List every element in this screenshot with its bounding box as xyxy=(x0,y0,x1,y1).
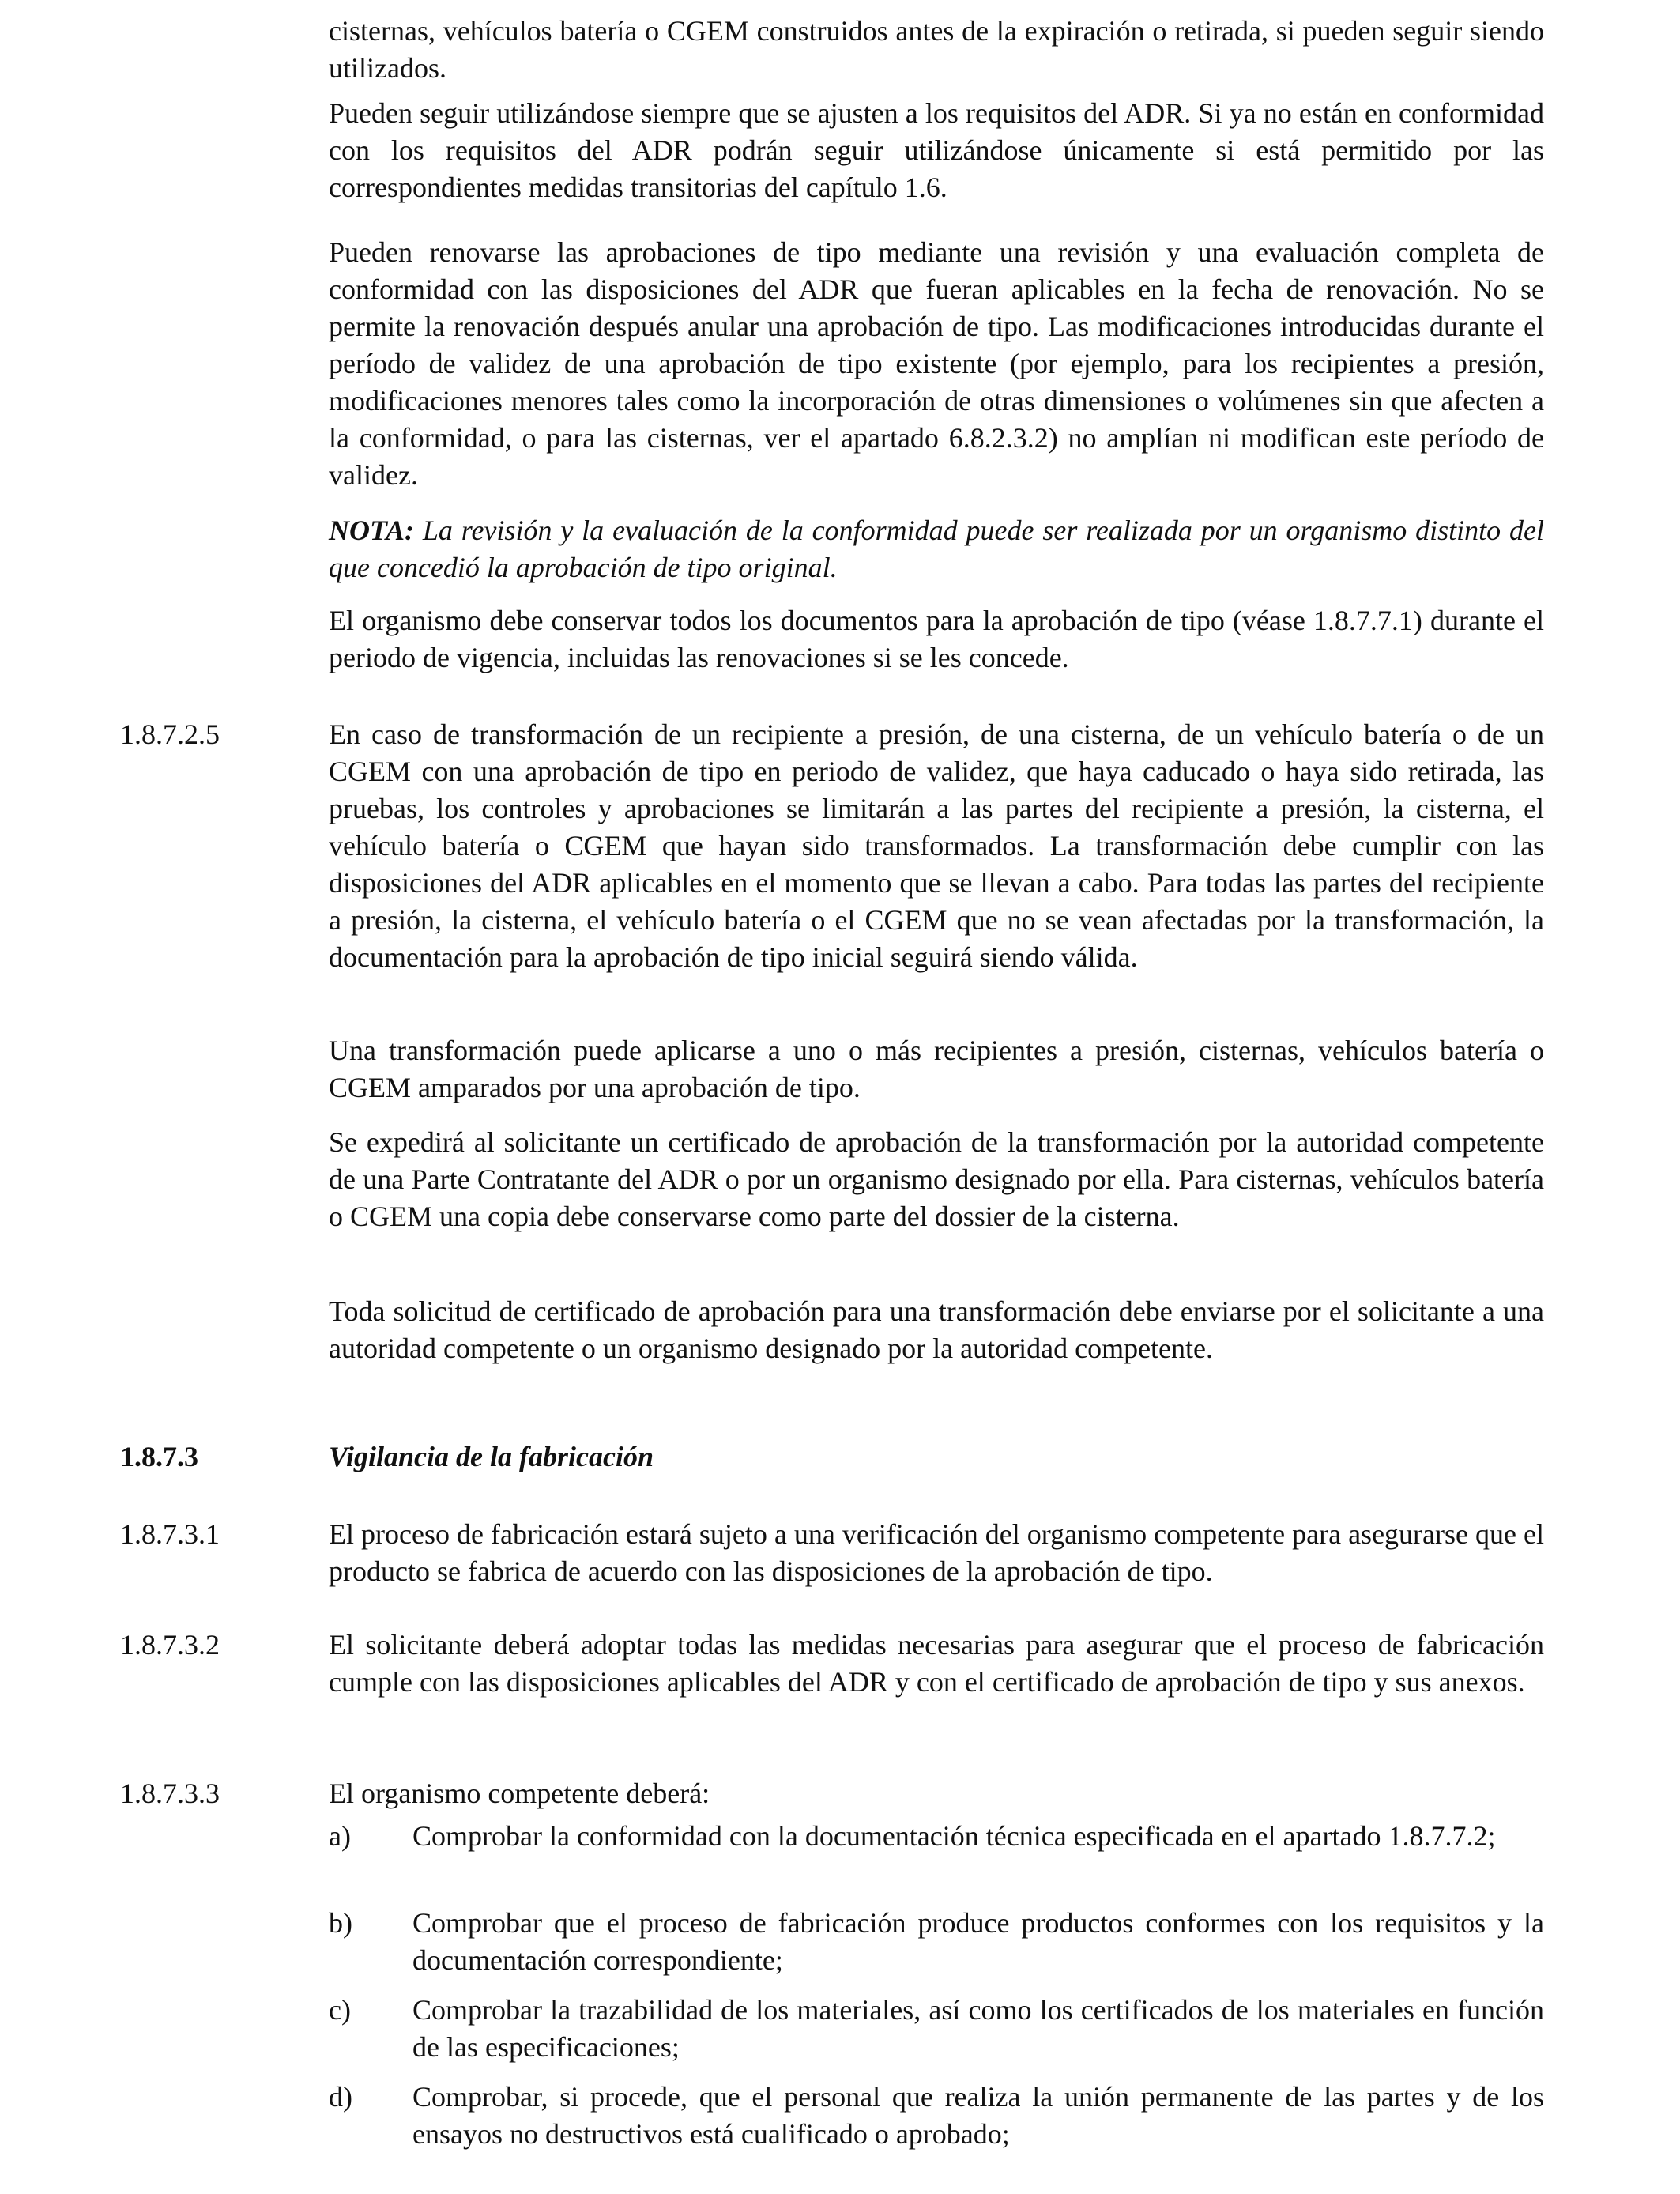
paragraph-renewal: Pueden renovarse las aprobaciones de tipo mediante una revisión y una evaluación completa de conformidad con las disposiciones del ADR que fueran aplicables en la fecha de renovación. No se permite la renovación después anular una aprobación de tipo. Las modificaciones introducidas durante el período de validez de una aprobación de tipo existente (por ejemplo, para los recipientes a presión, modificaciones menores tales como la incorporación de otras dimensiones o volúmenes sin que afecten a la conformidad, o para las cisternas, ver el apartado 6.8.2.3.2) no amplían ni modifican este período de validez. xyxy=(329,236,1544,491)
list-item-text: Comprobar, si procede, que el personal que realiza la unión permanente de las partes y de los ensayos no destructivos está cualificado o aprobado; xyxy=(412,2081,1544,2150)
paragraph-applicant-measures: El solicitante deberá adoptar todas las medidas necesarias para asegurar que el proceso de fabricación cumple con las disposiciones aplicables del ADR y con el certificado de aprobación de tipo y sus anexos. xyxy=(329,1629,1544,1698)
paragraph-transformation-scope: Una transformación puede aplicarse a uno o más recipientes a presión, cisternas, vehículos batería o CGEM amparados por una aprobación de tipo. xyxy=(329,1035,1544,1103)
list-item-text: Comprobar la trazabilidad de los materiales, así como los certificados de los materiales en función de las especificaciones; xyxy=(412,1994,1544,2063)
paragraph-continuation: cisternas, vehículos batería o CGEM construidos antes de la expiración o retirada, si pueden seguir siendo utilizados. xyxy=(329,15,1544,84)
section-number: 1.8.7.3.2 xyxy=(120,1629,220,1661)
paragraph-documents: El organismo debe conservar todos los documentos para la aprobación de tipo (véase 1.8.7.7.1) durante el periodo de vigencia, incluidas las renovaciones si se les concede. xyxy=(329,605,1544,673)
paragraph-manufacturing-verification: El proceso de fabricación estará sujeto a una verificación del organismo competente para asegurarse que el producto se fabrica de acuerdo con las disposiciones de la aprobación de tipo. xyxy=(329,1518,1544,1587)
note-text: La revisión y la evaluación de la conformidad puede ser realizada por un organismo distinto del que concedió la aprobación de tipo original. xyxy=(329,515,1545,583)
paragraph-adr-requirements: Pueden seguir utilizándose siempre que se ajusten a los requisitos del ADR. Si ya no están en conformidad con los requisitos del ADR podrán seguir utilizándose únicamente si está permitido por las correspondientes medidas transitorias del capítulo 1.6. xyxy=(329,97,1544,203)
list-item-text: Comprobar que el proceso de fabricación produce productos conformes con los requisitos y la documentación correspondiente; xyxy=(412,1907,1544,1976)
section-number: 1.8.7.3.3 xyxy=(120,1777,220,1809)
section-heading: Vigilancia de la fabricación xyxy=(329,1441,654,1472)
list-item-letter: d) xyxy=(329,2081,352,2113)
note-paragraph xyxy=(329,512,1544,586)
section-number: 1.8.7.3 xyxy=(120,1441,198,1472)
paragraph-transformation: En caso de transformación de un recipiente a presión, de una cisterna, de un vehículo batería o de un CGEM con una aprobación de tipo en periodo de validez, que haya caducado o haya sido retirada, las pruebas, los controles y aprobaciones se limitarán a las partes del recipiente a presión, la cisterna, el vehículo batería o CGEM que hayan sido transformados. La transformación debe cumplir con las disposiciones del ADR aplicables en el momento que se llevan a cabo. Para todas las partes del recipiente a presión, la cisterna, el vehículo batería o el CGEM que no se vean afectadas por la transformación, la documentación para la aprobación de tipo inicial seguirá siendo válida. xyxy=(329,718,1544,973)
paragraph-transformation-request: Toda solicitud de certificado de aprobación para una transformación debe enviarse por el solicitante a una autoridad competente o un organismo designado por la autoridad competente. xyxy=(329,1295,1544,1364)
list-item-letter: a) xyxy=(329,1820,351,1852)
paragraph-transformation-certificate: Se expedirá al solicitante un certificado de aprobación de la transformación por la autoridad competente de una Parte Contratante del ADR o por un organismo designado por ella. Para cisternas, vehículos batería o CGEM una copia debe conservarse como parte del dossier de la cisterna. xyxy=(329,1126,1544,1232)
list-item-letter: b) xyxy=(329,1907,352,1939)
note-label: NOTA: xyxy=(329,515,414,546)
list-item-text: Comprobar la conformidad con la documentación técnica especificada en el apartado 1.8.7.7.2; xyxy=(412,1820,1496,1852)
section-number: 1.8.7.2.5 xyxy=(120,718,220,750)
section-number: 1.8.7.3.1 xyxy=(120,1518,220,1550)
paragraph-competent-body: El organismo competente deberá: xyxy=(329,1777,710,1809)
list-item-letter: c) xyxy=(329,1994,351,2026)
